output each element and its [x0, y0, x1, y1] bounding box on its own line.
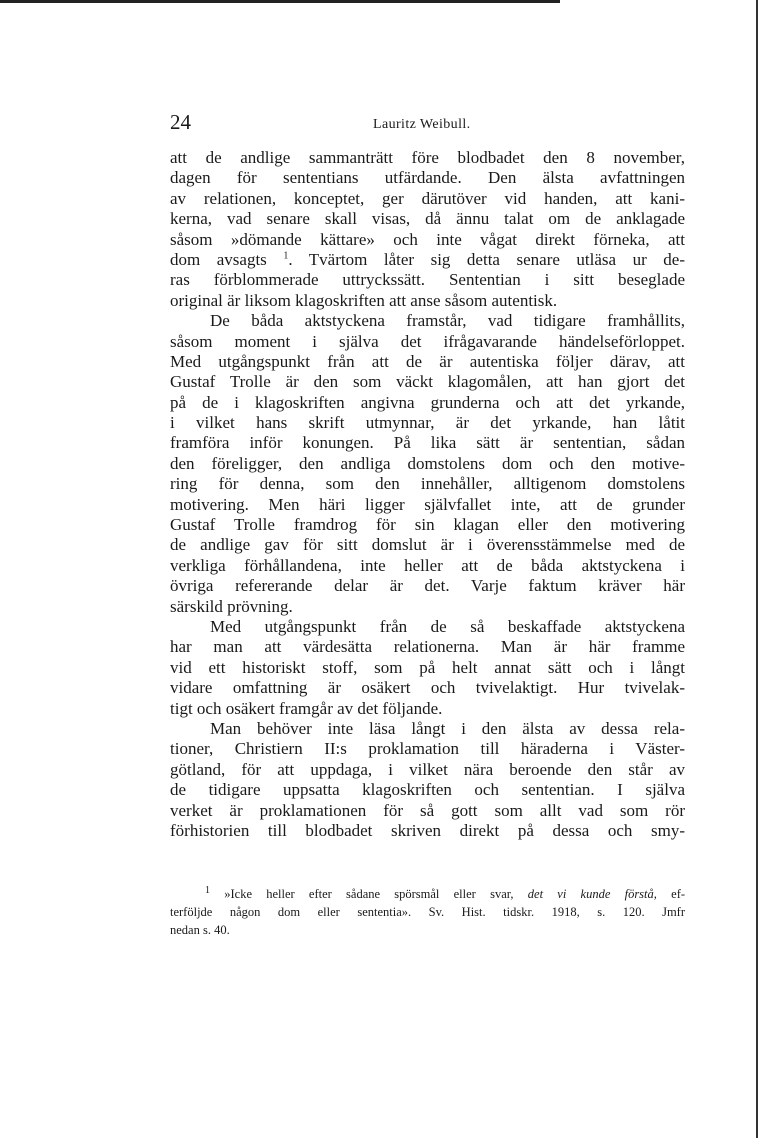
text-line: Med utgångspunkt från de så beskaffade aktstyckena: [210, 616, 685, 636]
page-number: 24: [170, 110, 191, 134]
text-line: vidare omfattning är osäkert och tvivelaktigt. Hur tvivelak-: [170, 678, 685, 698]
footnote: [170, 885, 685, 939]
paragraph-1: [170, 148, 685, 311]
text-line: i vilket hans skrift utmynnar, är det yrkande, han låtit: [170, 413, 685, 433]
top-border-rule: [0, 0, 560, 3]
footnote-number: 1: [205, 884, 210, 896]
footnote-line: nedan s. 40.: [170, 923, 230, 937]
footnote-text: ef-: [671, 887, 686, 901]
footnote-line: [170, 885, 685, 903]
text-line: Man behöver inte läsa långt i den älsta av dessa rela-: [210, 718, 685, 738]
text-fragment: dom avsagts: [170, 249, 267, 269]
text-line: ring för denna, som den innehåller, alltigenom domstolens: [170, 474, 685, 494]
text-line: tioner, Christiern II:s proklamation till häraderna i Väster-: [170, 739, 685, 759]
text-line: framföra inför konungen. På lika sätt är sententian, sådan: [170, 433, 685, 453]
text-line: har man att värdesätta relationerna. Man är här framme: [170, 637, 685, 657]
text-line: Gustaf Trolle är den som väckt klagomålen, att han gjort det: [170, 372, 685, 392]
text-line: dagen för sententians utfärdande. Den älsta avfattningen: [170, 168, 685, 188]
text-line-with-footnote: [170, 250, 685, 270]
text-line: verket är proklamationen för så gott som allt vad som rör: [170, 800, 685, 820]
text-line: Gustaf Trolle framdrog för sin klagan eller den motivering: [170, 515, 685, 535]
text-line: verkliga förhållandena, inte heller att de båda aktstyckena i: [170, 555, 685, 575]
text-line: motivering. Men häri ligger självfallet inte, att de grunder: [170, 494, 685, 514]
paragraph-3: [170, 617, 685, 719]
text-line: original är liksom klagoskriften att anse såsom autentisk.: [170, 290, 558, 310]
text-line: av relationen, konceptet, ger därutöver vid handen, att kani-: [170, 188, 685, 208]
text-line: vid ett historiskt stoff, som på helt annat sätt och i långt: [170, 657, 685, 677]
text-line: de tidigare uppsatta klagoskriften och sententian. I själva: [170, 780, 685, 800]
text-line: såsom moment i själva det ifrågavarande händelseförloppet.: [170, 331, 685, 351]
text-line: Med utgångspunkt från att de är autentiska följer därav, att: [170, 351, 685, 371]
footnote-line: terföljde någon dom eller sententia». Sv. Hist. tidskr. 1918, s. 120. Jmfr: [170, 905, 685, 919]
text-line: på de i klagoskriften angivna grunderna och att det yrkande,: [170, 392, 685, 412]
footnote-reference: 1: [283, 250, 289, 262]
text-fragment: . Tvärtom låter sig detta senare utläsa ur de-: [288, 249, 685, 269]
text-line: övriga refererande delar är det. Varje faktum kräver här: [170, 576, 685, 596]
footnote-text: »Icke heller efter sådane spörsmål eller svar,: [224, 887, 514, 901]
text-line: tigt och osäkert framgår av det följande.: [170, 698, 443, 718]
running-head: Lauritz Weibull.: [373, 117, 471, 132]
text-line: De båda aktstyckena framstår, vad tidigare framhållits,: [210, 311, 685, 331]
text-line: att de andlige sammanträtt före blodbadet den 8 november,: [170, 148, 685, 167]
text-line: den föreligger, den andliga domstolens dom och den motive-: [170, 453, 685, 473]
text-line: de andlige gav för sitt domslut är i överensstämmelse med de: [170, 535, 685, 555]
footnote-italic-text: det vi kunde förstå,: [527, 887, 657, 901]
text-line: särskild prövning.: [170, 596, 293, 616]
text-line: ras förblommerade uttryckssätt. Sententian i sitt beseglade: [170, 270, 685, 290]
text-line: såsom »dömande kättare» och inte vågat direkt förneka, att: [170, 229, 685, 249]
text-line: förhistorien till blodbadet skriven direkt på dessa och smy-: [170, 820, 685, 840]
right-border-rule: [756, 0, 758, 1138]
page-header: [170, 110, 690, 138]
body-text: [170, 148, 685, 841]
text-line: kerna, vad senare skall visas, då ännu talat om de anklagade: [170, 209, 685, 229]
paragraph-4: [170, 719, 685, 841]
paragraph-2: [170, 311, 685, 617]
text-line: götland, för att uppdaga, i vilket nära beroende den står av: [170, 759, 685, 779]
